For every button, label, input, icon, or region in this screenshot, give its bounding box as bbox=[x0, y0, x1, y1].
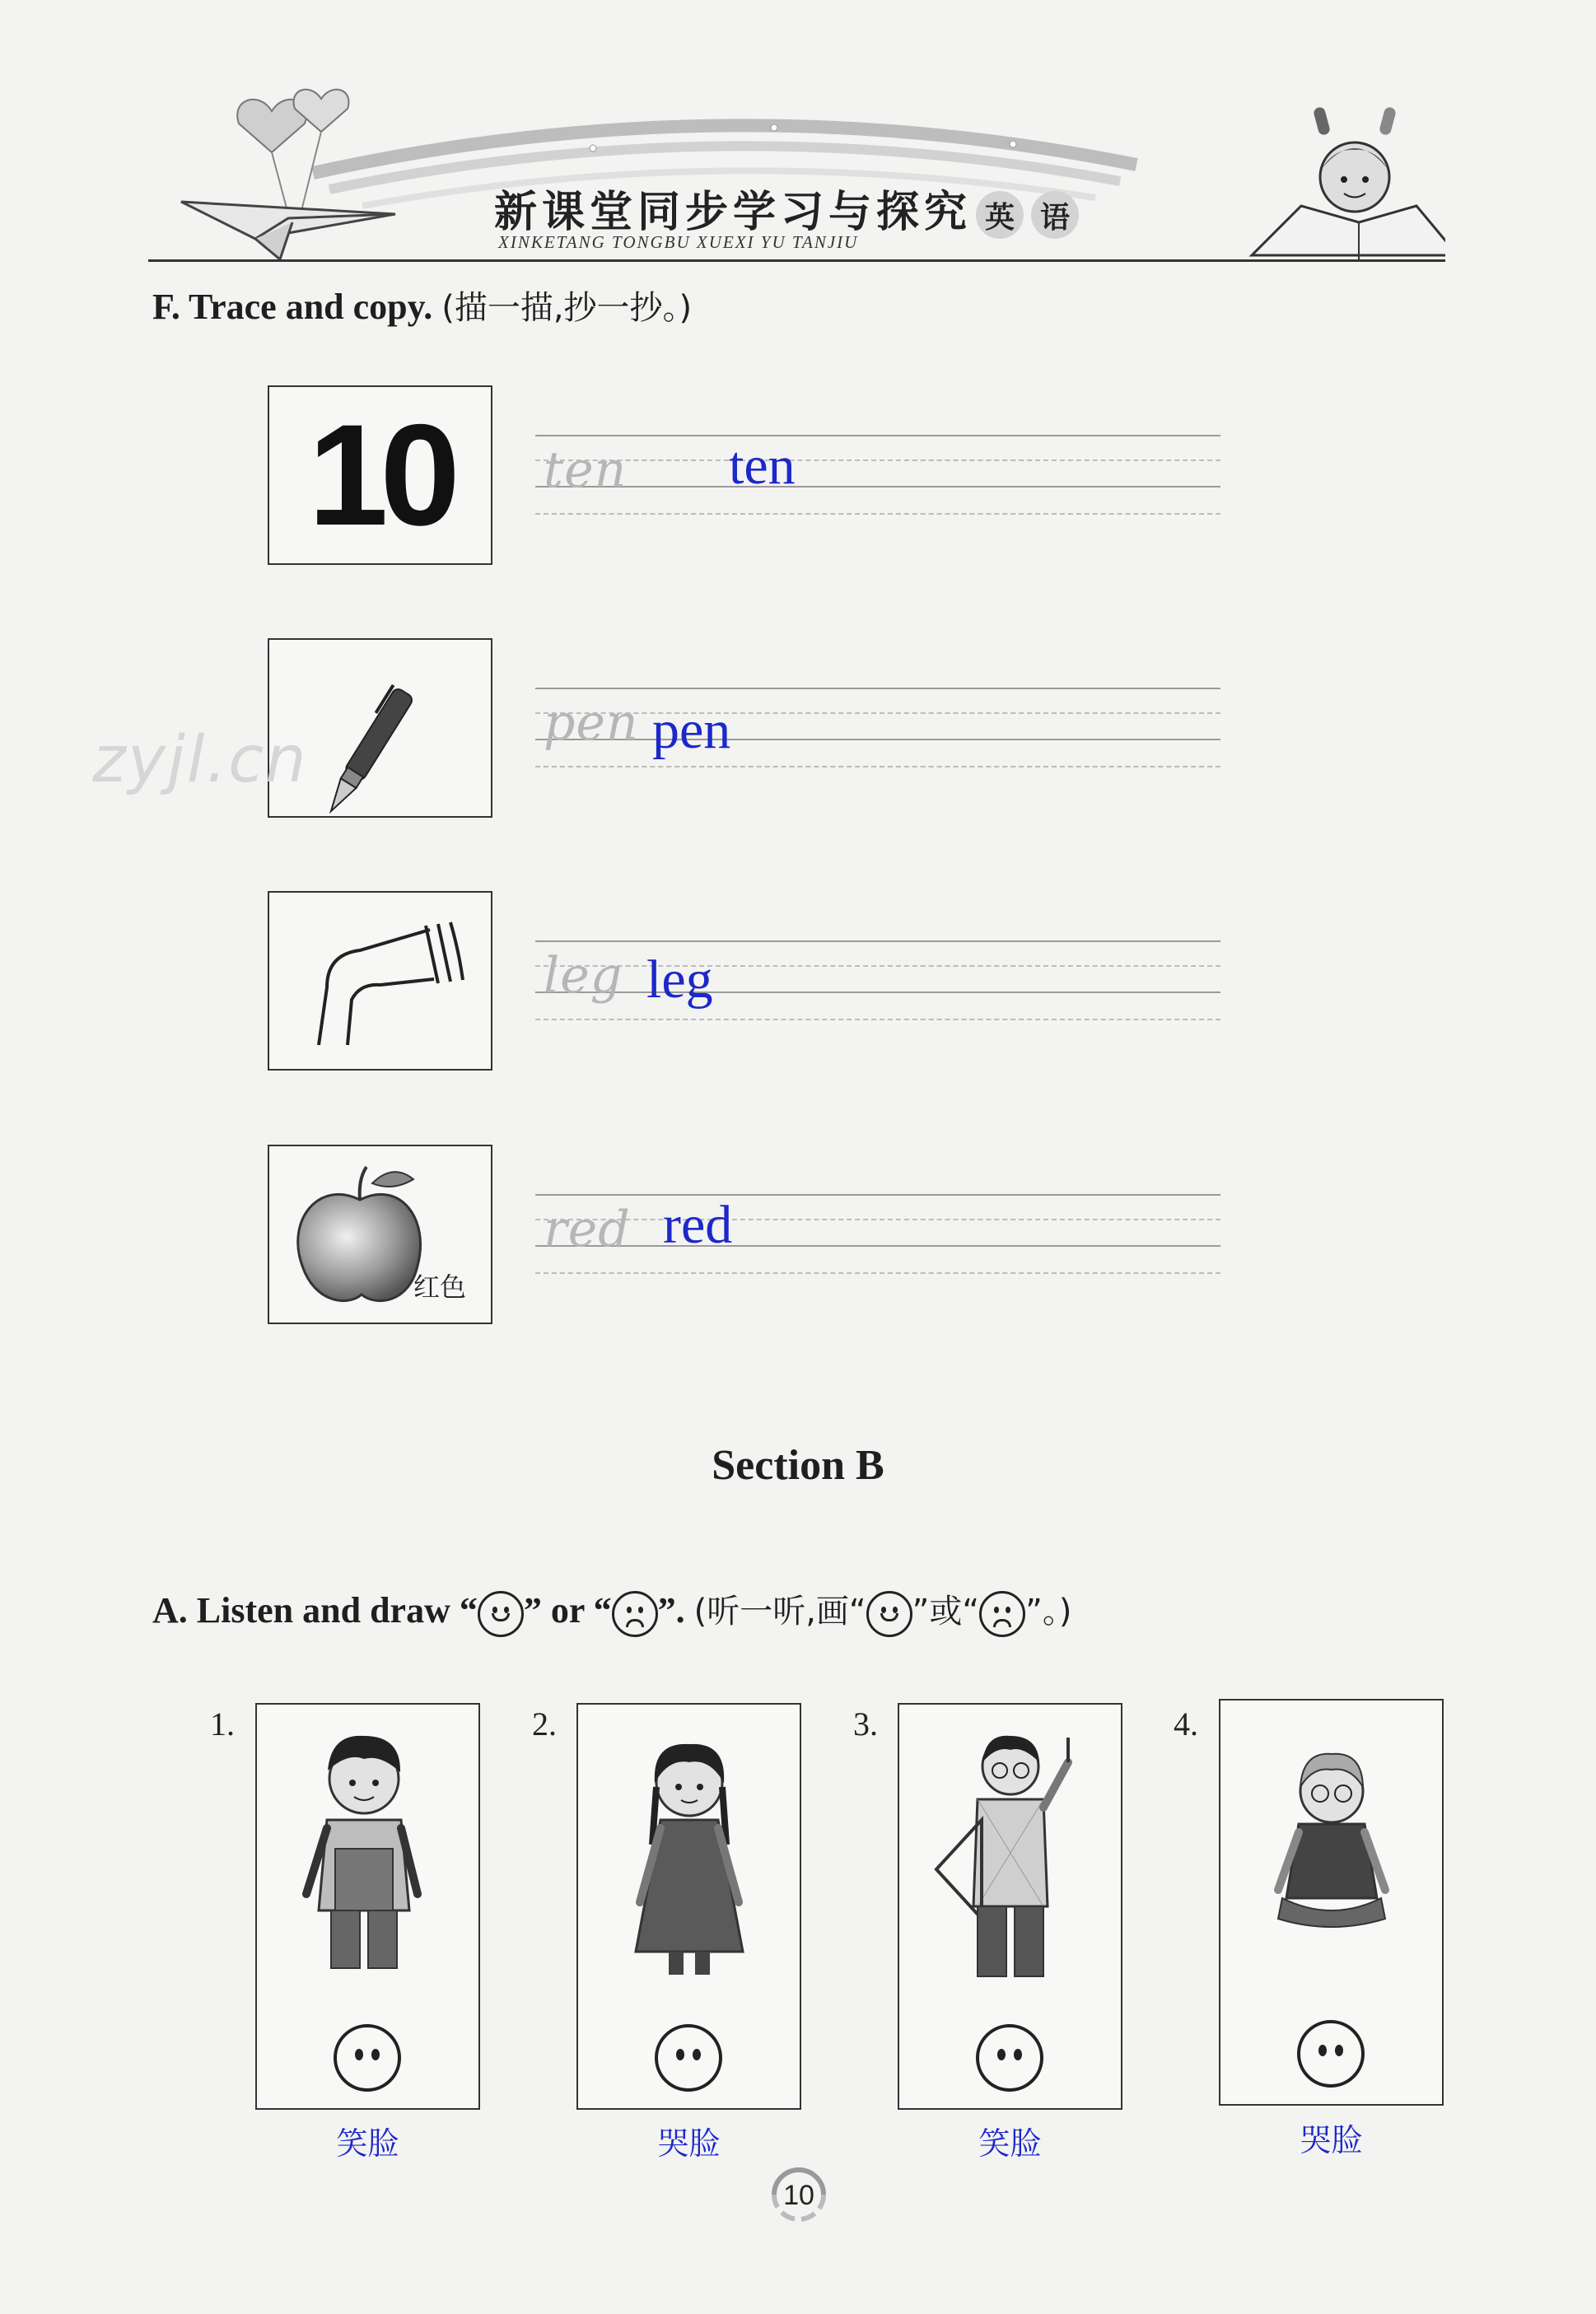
sad-face-icon bbox=[979, 1591, 1025, 1637]
card-number-2: 2. bbox=[532, 1705, 557, 1742]
answer-word-pen[interactable]: pen bbox=[652, 700, 731, 760]
blank-face-icon[interactable] bbox=[1297, 2020, 1365, 2088]
answer-word-leg[interactable]: leg bbox=[646, 949, 713, 1010]
section-a-cn-post: ”。) bbox=[1025, 1593, 1072, 1631]
series-title: 新课堂同步学习与探究 bbox=[494, 187, 973, 237]
page-header bbox=[148, 49, 1445, 268]
section-b-title: Section B bbox=[712, 1442, 884, 1489]
card-girl bbox=[576, 1703, 801, 2110]
picture-box-leg bbox=[268, 891, 492, 1071]
section-a-cn-pre: (听一听,画“ bbox=[693, 1593, 866, 1631]
card-answer-1[interactable]: 笑脸 bbox=[336, 2125, 399, 2162]
boy-illustration bbox=[257, 1705, 479, 2001]
series-subtitle: XINKETANG TONGBU XUEXI YU TANJIU bbox=[498, 232, 859, 252]
writing-lines-red bbox=[535, 1194, 1220, 1276]
apple-caption: 红色 bbox=[413, 1271, 466, 1303]
section-a-text-mid: ” or “ bbox=[523, 1590, 612, 1631]
picture-box-ten bbox=[268, 385, 492, 565]
section-a-cn-mid: ”或“ bbox=[912, 1593, 980, 1631]
writing-lines-ten bbox=[535, 435, 1220, 517]
blank-face-icon[interactable] bbox=[334, 2024, 401, 2092]
number-ten-picture: 10 bbox=[308, 394, 452, 556]
grandmother-illustration bbox=[1220, 1701, 1443, 1997]
trace-word-ten: ten bbox=[544, 441, 628, 499]
card-number-1: 1. bbox=[210, 1705, 235, 1742]
header-rule bbox=[148, 259, 1445, 262]
section-a-label: A. bbox=[152, 1590, 188, 1631]
card-teacher bbox=[898, 1703, 1122, 2110]
card-number-3: 3. bbox=[853, 1705, 878, 1742]
page-number bbox=[762, 2162, 836, 2228]
card-boy bbox=[255, 1703, 480, 2110]
arm-leg-icon bbox=[269, 893, 492, 1070]
section-a-text-post: ”. bbox=[657, 1590, 685, 1631]
writing-lines-pen bbox=[535, 688, 1220, 770]
card-number-4: 4. bbox=[1174, 1705, 1198, 1742]
section-a-text-pre: Listen and draw “ bbox=[196, 1590, 478, 1631]
teacher-illustration bbox=[899, 1705, 1122, 2001]
trace-word-red: red bbox=[544, 1201, 631, 1258]
watermark: zyjl.cn bbox=[92, 723, 308, 797]
page-number-text: 10 bbox=[783, 2180, 814, 2211]
answer-word-red[interactable]: red bbox=[663, 1195, 733, 1255]
section-f-instruction-cn: (描一描,抄一抄。) bbox=[441, 289, 693, 327]
section-f-instruction bbox=[152, 282, 692, 329]
section-f-instruction-en: F. Trace and copy. bbox=[152, 287, 433, 327]
subject-badge-1: 英 bbox=[976, 191, 1024, 239]
card-answer-3[interactable]: 笑脸 bbox=[978, 2125, 1042, 2162]
blank-face-icon[interactable] bbox=[655, 2024, 722, 2092]
girl-illustration bbox=[578, 1705, 800, 2001]
section-a-instruction bbox=[152, 1585, 1071, 1637]
trace-word-leg: leg bbox=[544, 947, 623, 1005]
smile-face-icon bbox=[866, 1591, 912, 1637]
answer-word-ten[interactable]: ten bbox=[729, 436, 796, 496]
subject-badge-2: 语 bbox=[1031, 191, 1079, 239]
trace-word-pen: pen bbox=[544, 694, 639, 752]
card-answer-4[interactable]: 哭脸 bbox=[1300, 2122, 1363, 2158]
card-answer-2[interactable]: 哭脸 bbox=[657, 2125, 721, 2162]
sad-face-icon bbox=[612, 1591, 658, 1637]
picture-box-red bbox=[268, 1145, 492, 1324]
smile-face-icon bbox=[478, 1591, 524, 1637]
blank-face-icon[interactable] bbox=[976, 2024, 1043, 2092]
writing-lines-leg bbox=[535, 940, 1220, 1023]
card-grandmother bbox=[1219, 1699, 1444, 2106]
